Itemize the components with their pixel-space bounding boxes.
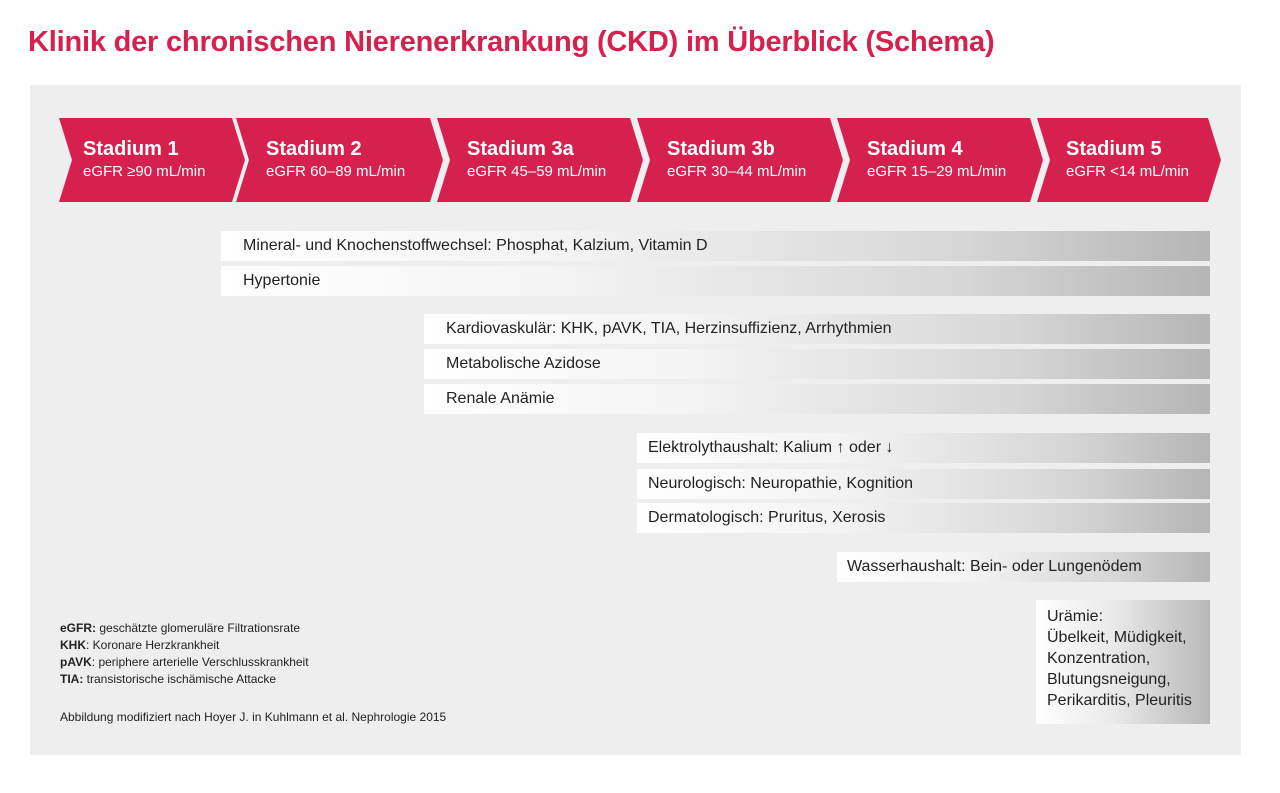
stage-3a xyxy=(467,137,606,183)
stage-name: Stadium 3a xyxy=(467,138,574,160)
bar-hypertonie xyxy=(221,266,1210,296)
legend-abbr: eGFR: xyxy=(60,621,96,635)
bar-label: Renale Anämie xyxy=(446,390,555,407)
stage-name: Stadium 5 xyxy=(1066,138,1162,160)
stage-egfr-range: eGFR 30–44 mL/min xyxy=(667,163,807,180)
uraemie-symptom: Konzentration, xyxy=(1047,650,1151,667)
bar-metabolische-azidose xyxy=(424,349,1210,379)
uraemie-title: Urämie: xyxy=(1047,608,1104,625)
bar-renale-anaemie xyxy=(424,384,1210,414)
bar-label-text: oder xyxy=(849,439,882,456)
stage-5 xyxy=(1066,137,1189,183)
legend-abbr: pAVK xyxy=(60,655,92,669)
bar-kardiovaskulaer xyxy=(424,314,1210,344)
stage-name: Stadium 2 xyxy=(266,138,362,160)
bar-elektrolythaushalt xyxy=(637,433,1210,463)
bar-neurologisch xyxy=(637,469,1210,499)
uraemie-symptom: Blutungsneigung, xyxy=(1047,671,1171,688)
stage-egfr-range: eGFR 45–59 mL/min xyxy=(467,163,607,180)
stage-name: Stadium 1 xyxy=(83,138,179,160)
bar-dermatologisch xyxy=(637,503,1210,533)
uraemie-box xyxy=(1036,600,1210,724)
stage-name: Stadium 4 xyxy=(867,138,963,160)
bar-label-text: Elektrolythaushalt: Kalium xyxy=(648,439,833,456)
uraemie-symptom: Perikarditis, Pleuritis xyxy=(1047,692,1192,709)
stage-3b xyxy=(667,137,806,183)
legend-item xyxy=(60,637,309,654)
legend-text: : periphere arterielle Verschlusskrankheit xyxy=(91,655,309,669)
bar-label: Neurologisch: Neuropathie, Kognition xyxy=(648,475,914,492)
stage-1 xyxy=(83,137,205,183)
legend-item xyxy=(60,620,309,637)
bar-wasserhaushalt xyxy=(837,552,1210,582)
uraemie-symptom-list xyxy=(1047,627,1192,711)
stage-egfr-range: eGFR ≥90 mL/min xyxy=(83,163,206,180)
bar-label xyxy=(648,433,893,463)
page-title: Klinik der chronischen Nierenerkrankung (CKD) im Überblick (Schema) xyxy=(28,26,995,58)
uraemie-symptom: Übelkeit, Müdigkeit, xyxy=(1047,629,1187,646)
bar-label: Hypertonie xyxy=(243,272,321,289)
arrow-down-icon: ↓ xyxy=(885,439,894,456)
legend-abbr: TIA: xyxy=(60,672,84,686)
arrow-up-icon: ↑ xyxy=(836,439,845,456)
stage-2 xyxy=(266,137,405,183)
legend-item xyxy=(60,671,309,688)
bar-label: Kardiovaskulär: KHK, pAVK, TIA, Herzinsuffizienz, Arrhythmien xyxy=(446,320,892,337)
stage-egfr-range: eGFR 60–89 mL/min xyxy=(266,163,406,180)
bar-label: Mineral- und Knochenstoffwechsel: Phosphat, Kalzium, Vitamin D xyxy=(243,237,708,254)
bar-mineral-knochen xyxy=(221,231,1210,261)
source-note: Abbildung modifiziert nach Hoyer J. in Kuhlmann et al. Nephrologie 2015 xyxy=(60,710,447,724)
legend-item xyxy=(60,654,309,671)
bar-label: Dermatologisch: Pruritus, Xerosis xyxy=(648,509,886,526)
abbreviation-legend xyxy=(60,620,309,688)
stage-egfr-range: eGFR <14 mL/min xyxy=(1066,163,1189,180)
legend-text: transistorische ischämische Attacke xyxy=(86,672,277,686)
bar-label: Metabolische Azidose xyxy=(446,355,601,372)
stage-egfr-range: eGFR 15–29 mL/min xyxy=(867,163,1007,180)
legend-abbr: KHK xyxy=(60,638,86,652)
stage-4 xyxy=(867,137,1006,183)
legend-text: : Koronare Herzkrankheit xyxy=(86,638,220,652)
legend-text: geschätzte glomeruläre Filtrationsrate xyxy=(99,621,301,635)
bar-label: Wasserhaushalt: Bein- oder Lungenödem xyxy=(847,558,1142,575)
stage-name: Stadium 3b xyxy=(667,138,775,160)
